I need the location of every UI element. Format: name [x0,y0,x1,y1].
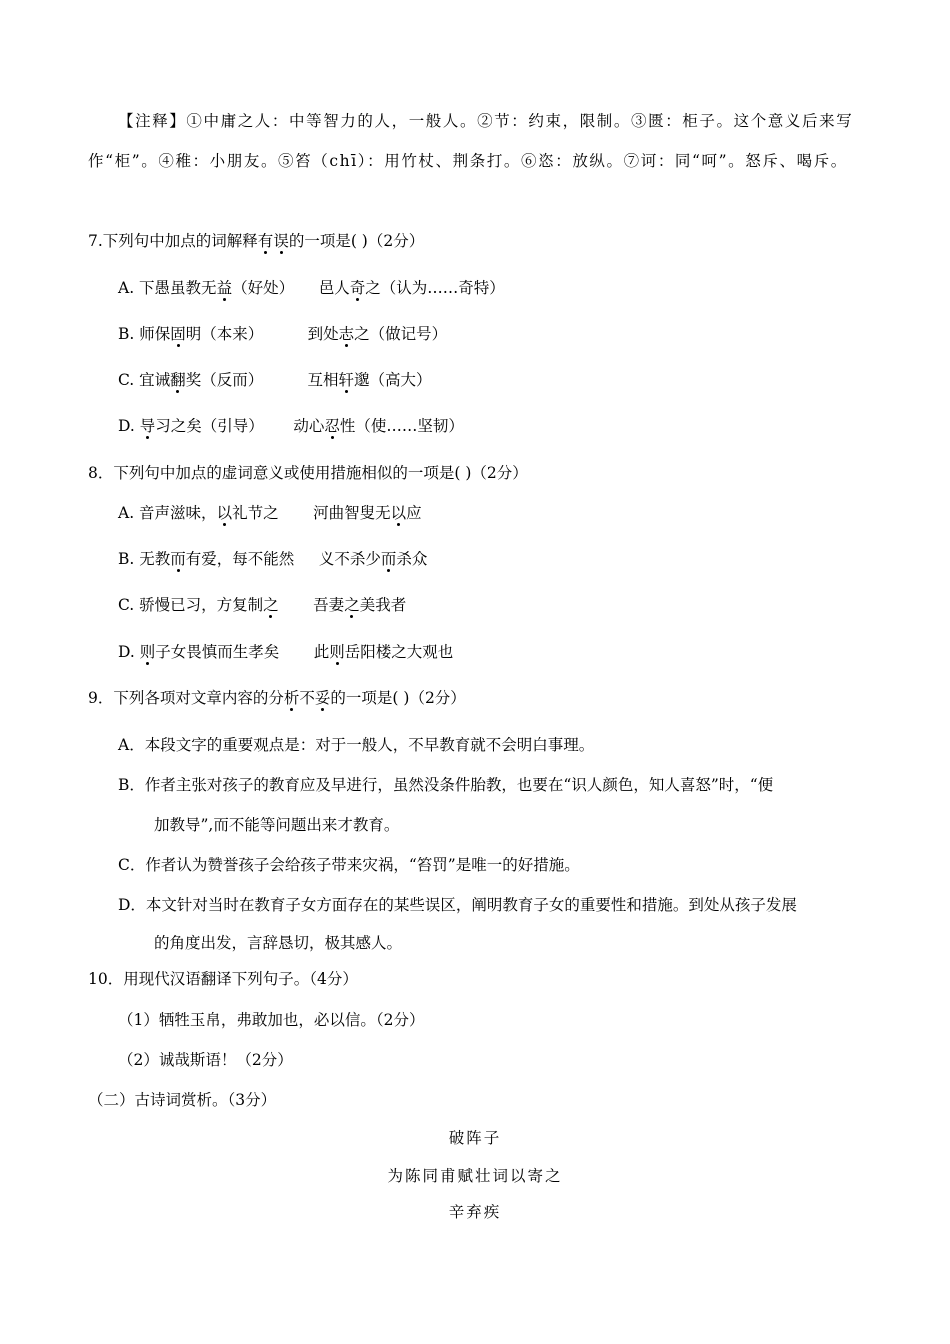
question-10-stem: 10．用现代汉语翻译下列句子。（4分） [88,970,358,988]
dotted-char: 导 [139,417,156,435]
dotted-char: 轩 [338,371,355,389]
text-segment: 不 [299,689,315,707]
dotted-char: 有 [257,232,274,250]
question-9-option-b-line-1: B．作者主张对孩子的教育应及早进行，虽然没条件胎教，也要在“识人颜色，知人喜怒”时，“便 [118,776,774,794]
text-segment: D. [118,643,140,661]
text-segment: C. 宜诫 [118,371,171,389]
question-8-option-c [118,594,406,616]
text-segment: B. 师保 [118,325,171,343]
text-segment: 美我者 [359,596,407,614]
dotted-char: 益 [216,279,233,297]
dotted-char: 误 [273,232,289,250]
question-8-option-b [118,548,427,570]
dotted-char: 奇 [349,279,366,297]
dotted-char: 妥 [314,689,331,707]
dotted-char: 而 [380,550,397,568]
question-10-sentence-1: （1）牺牲玉帛，弗敢加也，必以信。（2分） [118,1011,425,1029]
dotted-char: 则 [329,643,345,661]
question-9-option-d-line-2: 的角度出发，言辞恳切，极其感人。 [154,934,403,952]
text-segment: A. 音声滋味， [118,504,217,522]
text-segment: 礼节之 河曲智叟无 [232,504,391,522]
question-9-option-c: C．作者认为赞誉孩子会给孩子带来灾祸，“笞罚”是唯一的好措施。 [118,856,580,874]
text-segment: 奖（反而） 互相 [185,371,339,389]
dotted-char: 则 [139,643,156,661]
question-9-option-b-line-2: 加教导”,而不能等问题出来才教育。 [154,816,400,834]
text-segment: 9．下列各项对文章内容的分 [88,689,284,707]
section-2-heading: （二）古诗词赏析。（3分） [88,1091,277,1109]
question-9-option-d-line-1: D．本文针对当时在教育子女方面存在的某些误区，阐明教育子女的重要性和措施。到处从孩子发展 [118,896,797,914]
text-segment: C. 骄慢已习，方复制 [118,596,264,614]
text-segment: 性（使……坚韧） [339,417,464,435]
text-segment: 的一项是( )（2分） [330,689,466,707]
text-segment: 之（做记号） [354,325,448,343]
question-7-option-b [118,323,447,345]
text-segment: A. 下愚虽教无 [118,279,217,297]
question-10-sentence-2: （2）诚哉斯语！（2分） [118,1051,293,1069]
dotted-char: 而 [170,550,186,568]
dotted-char: 忍 [324,417,340,435]
text-segment: 7.下列句中加点的词解释 [88,232,258,250]
text-segment: 岳阳楼之大观也 [344,643,454,661]
question-8-option-a [118,502,422,524]
text-segment: D. [118,417,140,435]
question-9-stem [88,687,466,709]
text-segment: 有爱，每不能然 义不杀少 [185,550,381,568]
text-segment: 应 [406,504,422,522]
question-7-stem [88,230,424,252]
dotted-char: 翻 [170,371,186,389]
dotted-char: 之 [344,596,360,614]
text-segment: 的一项是( )（2分） [288,232,425,250]
question-9-option-a: A．本段文字的重要观点是：对于一般人，不早教育就不会明白事理。 [118,736,595,754]
text-segment: 明（本来） 到处 [185,325,339,343]
text-segment: 邈（高大） [354,371,432,389]
note-line-1: 【注释】①中庸之人：中等智力的人，一般人。②节：约束，限制。③匮：柜子。这个意义后来写 [118,112,854,130]
poem-author: 辛弃疾 [448,1203,502,1221]
text-segment: 杀众 [396,550,428,568]
dotted-char: 之 [263,596,279,614]
note-line-2: 作“柜”。④稚：小朋友。⑤笞（chī）：用竹杖、荆条打。⑥恣：放纵。⑦诃：同“呵”。怒斥、喝斥。 [88,152,848,170]
text-segment: （好处） 邑人 [232,279,350,297]
text-segment: 吾妻 [278,596,345,614]
poem-subtitle: 为陈同甫赋壮词以寄之 [387,1167,563,1185]
question-7-option-c [118,369,432,391]
question-7-option-a [118,277,505,299]
dotted-char: 以 [216,504,233,522]
question-7-option-d [118,415,464,437]
poem-title: 破阵子 [448,1129,502,1147]
question-8-stem: 8．下列句中加点的虚词意义或使用措施相似的一项是( )（2分） [88,464,528,482]
question-8-option-d [118,641,453,663]
text-segment: 子女畏慎而生孝矣 此 [155,643,330,661]
dotted-char: 志 [338,325,355,343]
dotted-char: 固 [170,325,186,343]
dotted-char: 以 [390,504,407,522]
dotted-char: 析 [283,689,300,707]
text-segment: B. 无教 [118,550,171,568]
text-segment: 之（认为……奇特） [365,279,505,297]
text-segment: 习之矣（引导） 动心 [155,417,325,435]
